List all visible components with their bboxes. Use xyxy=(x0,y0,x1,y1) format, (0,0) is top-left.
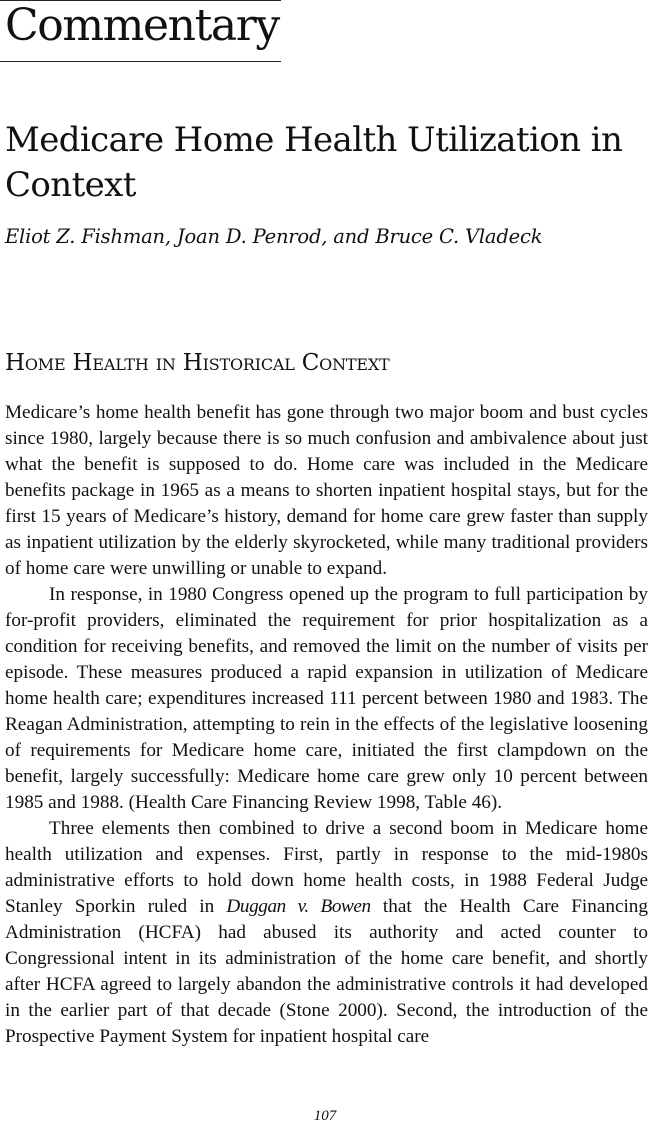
case-citation: Duggan v. Bowen xyxy=(226,896,371,917)
paragraph-3-text-start: Three elements then combined to drive a second boom in Medicare home health utilization and expenses. First, partly in response to the mid-1980s administrative efforts to hold down home health costs, in 1988 Federal Judge Stanley Sporkin ruled in xyxy=(5,818,648,917)
paragraph-3-text-end: that the Health Care Financing Administration (HCFA) had abused its authority and acted counter to Congressional intent in its administration of the home care benefit, and shortly after HCFA agreed to largely abandon the administrative controls it had developed in the earlier part of that decade (Stone 2000). Second, the introduction of the Prospective Payment System for inpatient hospital care xyxy=(5,896,648,1047)
article-title: Medicare Home Health Utilization in Context xyxy=(5,120,623,205)
paragraph-3 xyxy=(5,816,648,1050)
paragraph-2: In response, in 1980 Congress opened up the program to full participation by for-profit providers, eliminated the requirement for prior hospitalization as a condition for receiving benefits, and removed the limit on the number of visits per episode. These measures produced a rapid expansion in utilization of Medicare home health care; expenditures increased 111 percent between 1980 and 1983. The Reagan Administration, attempting to rein in the effects of the legislative loosening of requirements for Medicare home care, initiated the first clampdown on the benefit, largely successfully: Medicare home care grew only 10 percent between 1985 and 1988. (Health Care Financing Review 1998, Table 46). xyxy=(5,584,648,813)
paragraph-1: Medicare’s home health benefit has gone through two major boom and bust cycles since 1980, largely because there is so much confusion and ambivalence about just what the benefit is supposed to do. Home care was included in the Medicare benefits package in 1965 as a means to shorten inpatient hospital stays, but for the first 15 years of Medicare’s history, demand for home care grew faster than supply as inpatient utilization by the elderly skyrocketed, while many traditional providers of home care were unwilling or unable to expand. xyxy=(5,402,648,579)
header-rule-bottom xyxy=(0,61,281,62)
article-authors: Eliot Z. Fishman, Joan D. Penrod, and Bruce C. Vladeck xyxy=(5,225,543,248)
page-number: 107 xyxy=(313,1108,337,1124)
section-label: Commentary xyxy=(5,0,279,51)
section-heading: Home Health in Historical Context xyxy=(5,350,390,376)
article-body xyxy=(5,400,648,1050)
